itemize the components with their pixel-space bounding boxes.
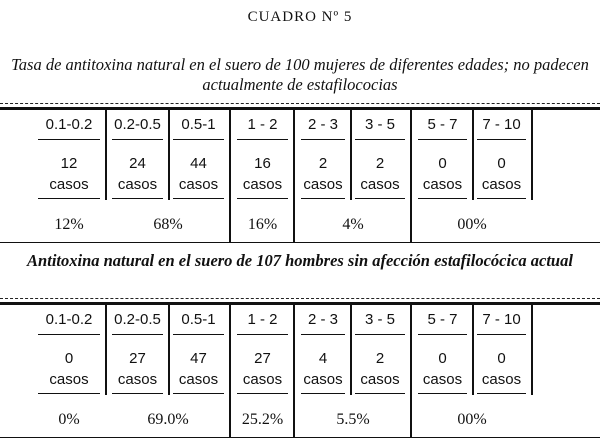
range-header: 0.1-0.2	[45, 311, 93, 328]
count-underline	[237, 198, 288, 199]
count-unit: casos	[422, 371, 463, 388]
count-unit: casos	[178, 371, 219, 388]
count-cell	[472, 153, 531, 195]
count-underline	[173, 198, 224, 199]
count-value: 44	[190, 155, 207, 172]
count-unit: casos	[360, 176, 400, 193]
count-unit: casos	[303, 371, 343, 388]
count-value: 0	[438, 350, 447, 367]
count-underline	[477, 198, 526, 199]
count-cell	[168, 153, 229, 195]
header-underline	[477, 139, 526, 140]
column-separator	[410, 304, 412, 437]
count-value: 0	[497, 350, 506, 367]
count-cell	[33, 348, 105, 390]
range-header: 0.2-0.5	[114, 311, 161, 328]
range-header: 5 - 7	[427, 311, 458, 328]
range-header: 5 - 7	[427, 116, 458, 133]
header-underline	[355, 334, 405, 335]
top-rule	[0, 302, 600, 305]
header-underline	[477, 334, 526, 335]
percent-cell: 69.0%	[147, 411, 189, 428]
count-value: 2	[375, 155, 385, 172]
count-underline	[173, 393, 224, 394]
count-value: 24	[129, 155, 146, 172]
table-1-caption: Tasa de antitoxina natural en el suero de 100 mujeres de diferentes edades; no padecen actualmente de estafilococias	[11, 55, 589, 94]
column-separator	[531, 304, 533, 395]
count-underline	[38, 393, 100, 394]
count-cell	[350, 153, 410, 195]
count-cell	[107, 348, 168, 390]
range-header: 3 - 5	[364, 116, 395, 133]
count-unit: casos	[49, 371, 89, 388]
top-dashed-rule	[0, 103, 600, 104]
count-cell	[472, 348, 531, 390]
column-separator	[229, 304, 231, 437]
column-separator	[410, 109, 412, 242]
header-underline	[301, 334, 345, 335]
percent-cell: 12%	[54, 216, 84, 233]
top-rule	[0, 107, 600, 110]
count-cell	[350, 348, 410, 390]
count-unit: casos	[49, 176, 89, 193]
count-value: 0	[497, 155, 506, 172]
count-unit: casos	[178, 176, 219, 193]
header-underline	[173, 139, 224, 140]
count-unit: casos	[481, 176, 522, 193]
percent-cell: 68%	[153, 216, 183, 233]
column-separator	[531, 109, 533, 200]
count-unit: casos	[117, 371, 158, 388]
range-header: 2 - 3	[307, 311, 338, 328]
header-underline	[301, 139, 345, 140]
column-separator	[229, 109, 231, 242]
count-cell	[232, 153, 293, 195]
header-underline	[418, 139, 467, 140]
table-2-caption: Antitoxina natural en el suero de 107 hombres sin afección estafilocócica actual	[27, 251, 573, 270]
count-underline	[112, 198, 163, 199]
count-value: 27	[254, 350, 271, 367]
header-underline	[38, 334, 100, 335]
header-underline	[237, 334, 288, 335]
column-separator	[293, 304, 295, 437]
count-unit: casos	[242, 176, 283, 193]
percent-cell: 25.2%	[241, 411, 284, 428]
count-cell	[296, 348, 350, 390]
range-header: 0.2-0.5	[114, 116, 161, 133]
count-value: 0	[64, 350, 74, 367]
count-cell	[168, 348, 229, 390]
count-value: 27	[129, 350, 146, 367]
header-underline	[173, 334, 224, 335]
percent-cell: 5.5%	[336, 411, 370, 428]
count-value: 47	[190, 350, 207, 367]
count-cell	[232, 348, 293, 390]
count-unit: casos	[303, 176, 343, 193]
count-cell	[107, 153, 168, 195]
count-underline	[418, 393, 467, 394]
count-underline	[301, 198, 345, 199]
range-header: 7 - 10	[482, 116, 521, 133]
count-underline	[355, 393, 405, 394]
count-unit: casos	[360, 371, 400, 388]
percent-cell: 00%	[457, 216, 487, 233]
table-2	[0, 298, 600, 438]
count-unit: casos	[422, 176, 463, 193]
count-unit: casos	[117, 176, 158, 193]
count-underline	[38, 198, 100, 199]
top-dashed-rule	[0, 298, 600, 299]
count-value: 0	[438, 155, 447, 172]
count-value: 16	[254, 155, 271, 172]
header-underline	[112, 334, 163, 335]
count-unit: casos	[242, 371, 283, 388]
document-title: CUADRO Nº 5	[247, 9, 353, 25]
count-underline	[477, 393, 526, 394]
count-underline	[418, 198, 467, 199]
count-cell	[413, 153, 472, 195]
percent-cell: 4%	[342, 216, 364, 233]
count-value: 12	[60, 155, 78, 172]
header-underline	[418, 334, 467, 335]
count-unit: casos	[481, 371, 522, 388]
header-underline	[38, 139, 100, 140]
column-separator	[293, 109, 295, 242]
header-underline	[237, 139, 288, 140]
count-underline	[237, 393, 288, 394]
count-cell	[296, 153, 350, 195]
header-underline	[112, 139, 163, 140]
count-underline	[112, 393, 163, 394]
count-underline	[301, 393, 345, 394]
range-header: 1 - 2	[247, 311, 278, 328]
percent-cell: 16%	[247, 216, 278, 233]
count-cell	[413, 348, 472, 390]
count-cell	[33, 153, 105, 195]
range-header: 0.5-1	[181, 116, 216, 133]
range-header: 3 - 5	[364, 311, 395, 328]
percent-cell: 00%	[457, 411, 487, 428]
count-value: 4	[318, 350, 328, 367]
bottom-rule	[0, 437, 600, 438]
table-1	[0, 103, 600, 243]
count-value: 2	[375, 350, 385, 367]
range-header: 0.5-1	[181, 311, 216, 328]
range-header: 7 - 10	[482, 311, 521, 328]
range-header: 2 - 3	[307, 116, 338, 133]
count-value: 2	[318, 155, 328, 172]
count-underline	[355, 198, 405, 199]
bottom-rule	[0, 242, 600, 243]
percent-cell: 0%	[58, 411, 80, 428]
range-header: 1 - 2	[247, 116, 278, 133]
range-header: 0.1-0.2	[45, 116, 93, 133]
header-underline	[355, 139, 405, 140]
